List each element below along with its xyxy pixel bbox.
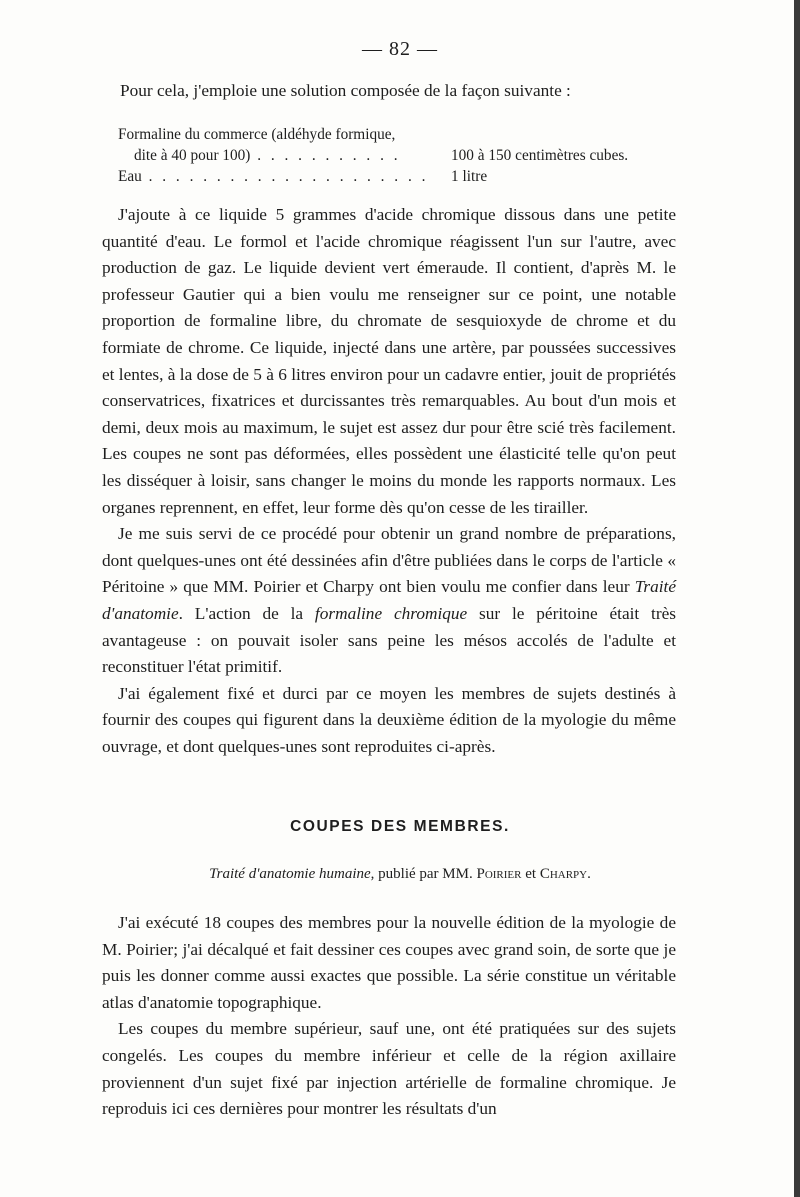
formula-quantity-2: 1 litre	[451, 168, 488, 185]
paragraph-2-text-a: Je me suis servi de ce procédé pour obtenir un grand nombre de préparations, dont quelques-unes ont été dessinées afin d'être publiées dans le corps de l'article « Péritoine » que MM. Poirier et Charpy ont bien voulu me confier dans leur	[102, 524, 676, 597]
paragraph-2	[102, 521, 676, 681]
page-number: — 82 —	[362, 38, 438, 60]
section-subtitle	[0, 866, 800, 883]
paragraph-2-text-c: sur le péritoine était très avantageuse : on pouvait isoler sans peine les mésos accolés de l'adulte et reconstituer l'état primitif.	[102, 603, 677, 677]
subtitle-text: , publié par MM.	[370, 866, 477, 882]
body-text-2	[102, 910, 676, 1123]
formula-ingredient-2: Eau	[118, 168, 142, 185]
author-charpy: Charpy	[539, 866, 588, 882]
intro-line: Pour cela, j'emploie une solution composée de la façon suivante :	[120, 81, 571, 100]
paragraph-5: Les coupes du membre supérieur, sauf une, ont été pratiquées sur des sujets congelés. Les coupes du membre inférieur et celle de la région axillaire proviennent d'un sujet fixé par injection artérielle de formaline chromique. Je reproduis ici ces dernières pour montrer les résultats d'un	[102, 1019, 676, 1119]
formula-line-2	[118, 145, 688, 166]
formula-block	[118, 124, 688, 187]
formula-leader-dots-3: . . . . . . . . . . . . . . . . . . . . .	[141, 168, 429, 185]
book-title-traite: Traité d'anatomie	[102, 577, 676, 623]
formula-leader-dots-2: . . . . . . . . . . .	[250, 147, 401, 164]
section-title: COUPES DES MEMBRES.	[290, 818, 510, 835]
author-poirier: Poirier	[476, 866, 522, 882]
body-text-1	[102, 202, 676, 760]
formula-line-3	[118, 166, 688, 187]
formula-line-1	[118, 124, 688, 145]
paragraph-3: J'ai également fixé et durci par ce moyen les membres de sujets destinés à fournir des coupes qui figurent dans la deuxième édition de la myologie du même ouvrage, et dont quelques-unes sont reproduites ci-après.	[102, 683, 676, 756]
subtitle-end: .	[587, 866, 591, 882]
subtitle-book-title: Traité d'anatomie humaine	[209, 866, 371, 882]
paragraph-2-text-b: . L'action de la	[178, 603, 315, 623]
formula-ingredient-1: Formaline du commerce (aldéhyde formique,	[118, 126, 396, 143]
term-formaline-chromique: formaline chromique	[314, 603, 468, 623]
paragraph-1: J'ajoute à ce liquide 5 grammes d'acide chromique dissous dans une petite quantité d'eau. Le formol et l'acide chromique réagissent l'un sur l'autre, avec production de gaz. Le liquide devient vert émeraude. Il contient, d'après M. le professeur Gautier qui a bien voulu me renseigner sur ce point, une notable proportion de formaline libre, du chromate de sesquioxyde de chrome et du formiate de chrome. Ce liquide, injecté dans une artère, par poussées successives et lentes, à la dose de 5 à 6 litres environ pour un cadavre entier, jouit de propriétés conservatrices, fixatrices et durcissantes très remarquables. Au bout d'un mois et demi, deux mois au maximum, le sujet est assez dur pour être scié très facilement. Les coupes ne sont pas déformées, elles possèdent une élasticité telle qu'on peut les disséquer à loisir, sans changer le moins du monde les rapports normaux. Les organes reprennent, en effet, leur forme dès qu'on cesse de les tirailler.	[102, 205, 676, 517]
paragraph-4: J'ai exécuté 18 coupes des membres pour la nouvelle édition de la myologie de M. Poirier; j'ai décalqué et fait dessiner ces coupes avec grand soin, de sorte que je puis les donner comme aussi exactes que possible. La série constitue un véritable atlas d'anatomie topographique.	[102, 913, 676, 1012]
subtitle-and: et	[521, 866, 540, 882]
formula-label-2: dite à 40 pour 100)	[134, 147, 251, 164]
formula-quantity-1: 100 à 150 centimètres cubes.	[451, 147, 629, 164]
